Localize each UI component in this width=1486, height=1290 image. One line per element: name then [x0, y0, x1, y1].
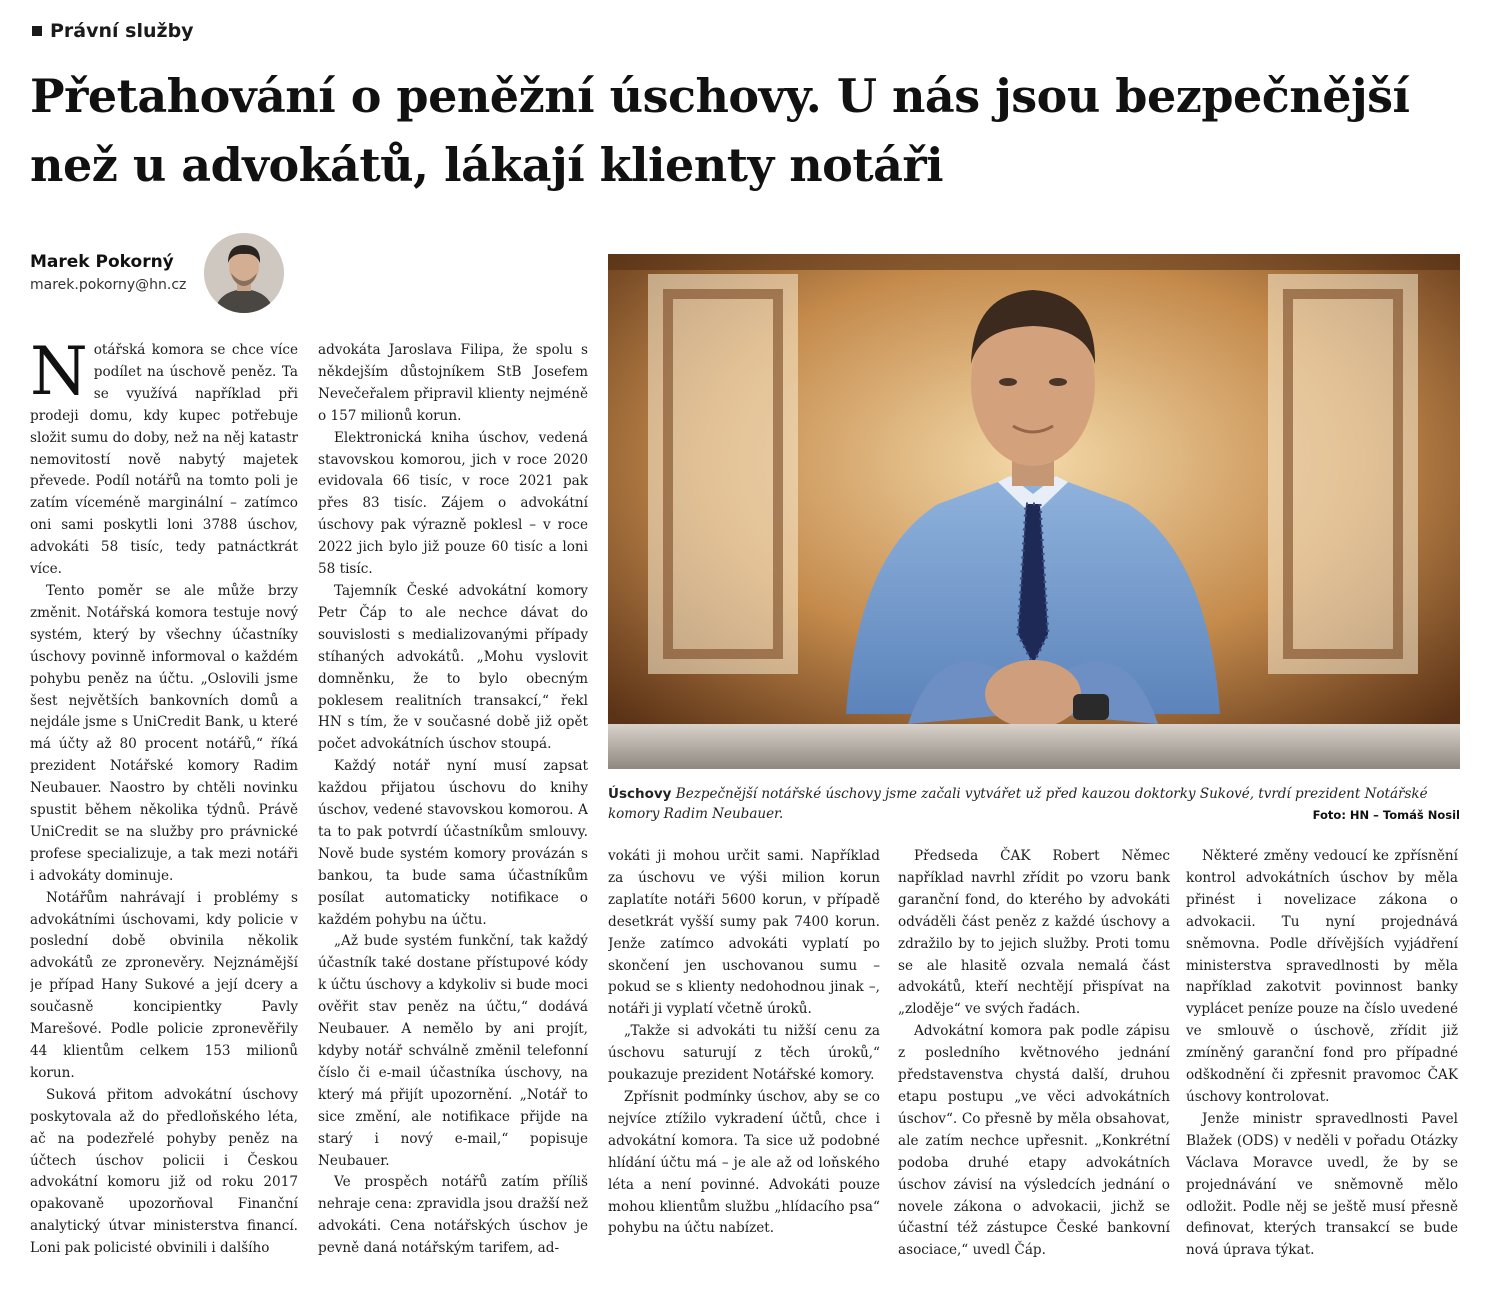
article-column-2	[318, 340, 588, 1280]
paragraph-text: otářská komora se chce více podílet na úschově peněz. Ta se využívá například při prodeji domu, kdy kupec potřebuje složit sumu do doby, než na něj katastr nemovitostí nově nabytý majetek převede. Podíl notářů na tomto poli je zatím víceméně marginální – zatímco oni sami poskytli loni 3788 úschov, advokáti 58 tisíc, tedy patnáctkrát více.	[30, 342, 298, 578]
article-photo	[608, 254, 1460, 769]
drop-cap: N	[30, 340, 88, 410]
article-paragraph: Zpřísnit podmínky úschov, aby se co nejvíce ztížilo vykradení účtů, chce i advokátní komora. Ta sice už podobné hlídání účtu má – je ale až od loňského léta a není povinné. Advokáti pouze mohou klientům službu „hlídacího psa“ pohybu na účtu nabízet.	[608, 1088, 880, 1237]
article-column-1	[30, 340, 298, 1280]
article-paragraph: Ve prospěch notářů zatím příliš nehraje cena: zpravidla jsou dražší než advokáti. Cena notářských úschov je pevně daná notářským tarifem, ad-	[318, 1174, 588, 1257]
article-paragraph: Tento poměr se ale může brzy změnit. Notářská komora testuje nový systém, který by všechny účastníky úschovy povinně informoval o každém pohybu peněz na účtu. „Oslovili jsme šest největších bankovních domů a nejdále jsme s UniCredit Bank, u které má účty až 80 procent notářů,“ říká prezident Notářské komory Radim Neubauer. Naostro by chtěli novinku spustit během několika týdnů. Právě UniCredit se na služby pro právnické profese specializuje, a tak mezi notáři i advokáty dominuje.	[30, 582, 298, 884]
article-paragraph: „Takže si advokáti tu nižší cenu za úschovu saturují z těch úroků,“ poukazuje prezident Notářské komory.	[608, 1023, 880, 1084]
section-rubric	[32, 20, 194, 42]
article-paragraph: Suková přitom advokátní úschovy poskytovala až do předloňského léta, ač na podezřelé pohyby peněz na účtech úschov policii i Českou advokátní komoru již od roku 2017 opakovaně upozorňoval Finanční analytický útvar ministerstva financí. Loni pak policisté obvinili i dalšího	[30, 1086, 298, 1257]
article-paragraph: Notářům nahrávají i problémy s advokátními úschovami, kdy policie v poslední době obvinila několik advokátů ze zpronevěry. Nejznámější je případ Hany Sukové a její dcery a současně koncipientky Pavly Marešové. Podle policie zpronevěřily 44 klientům celkem 153 milionů korun.	[30, 889, 298, 1081]
article-column-3	[608, 846, 880, 1276]
article-paragraph	[30, 340, 298, 581]
article-headline: Přetahování o peněžní úschovy. U nás jsou bezpečnější než u advokátů, lákají klienty notáři	[30, 69, 1410, 192]
article-paragraph: Každý notář nyní musí zapsat každou přijatou úschovu do knihy úschov, vedené stavovskou komorou. A ta to pak potvrdí účastníkům smlouvy. Nově bude systém komory provázán s bankou, ta bude sama účastníkům posílat automaticky notifikace o každém pohybu na účtu.	[318, 758, 588, 928]
article-paragraph: vokáti ji mohou určit sami. Například za úschovu ve výši milion korun zaplatíte notáři 5600 korun, v případě desetkrát vyšší sumy pak 7400 korun. Jenže zatímco advokáti vyplatí po skončení jen uschovanou sumu – pokud se s klienty nedohodnou jinak –, notáři ji vyplatí včetně úroků.	[608, 848, 880, 1018]
rubric-label: Právní služby	[50, 20, 194, 42]
photo-credit: Foto: HN – Tomáš Nosil	[1312, 808, 1460, 822]
article-paragraph: advokáta Jaroslava Filipa, že spolu s někdejším důstojníkem StB Josefem Nevečeřalem připravil klienty nejméně o 157 milionů korun.	[318, 342, 588, 424]
article-column-5	[1186, 846, 1458, 1276]
caption-text: Bezpečnější notářské úschovy jsme začali vytvářet už před kauzou doktorky Sukové, tvrdí prezident Notářské komory Radim Neubauer.	[608, 786, 1428, 822]
article-paragraph: Předseda ČAK Robert Němec například navrhl zřídit po vzoru bank garanční fond, do kterého by advokáti odváděli část peněz z každé úschovy a zdražilo by to jejich služby. Proti tomu se ale hlasitě ozvala nemalá část advokátů, kteří nechtějí přispívat na „zloděje“ ve svých řadách.	[898, 848, 1170, 1018]
rubric-square-icon	[32, 26, 42, 36]
article-paragraph: „Až bude systém funkční, tak každý účastník také dostane přístupové kódy k účtu úschovy a kdykoliv si bude moci ověřit stav peněz na účtu,“ dodává Neubauer. A nemělo by ani projít, kdyby notář schválně změnil telefonní číslo či e-mail účastníka úschovy, na který má přijít upozornění. „Notář to sice změní, ale notifikace přijde na starý i nový e-mail,“ popisuje Neubauer.	[318, 933, 588, 1169]
article-paragraph: Tajemník České advokátní komory Petr Čáp to ale nechce dávat do souvislosti s medializovanými případy stíhaných advokátů. „Mohu vyslovit domněnku, že to bylo obecným poklesem realitních transakcí,“ řekl HN s tím, že v současné době již opět počet advokátních úschov stoupá.	[318, 582, 588, 753]
article-paragraph: Advokátní komora pak podle zápisu z posledního květnového jednání představenstva chystá další, druhou etapu postupu „ve věci advokátních úschov“. Co přesně by měla obsahovat, ale zatím nechce upřesnit. „Konkrétní podoba druhé etapy advokátních úschov závisí na výsledcích jednání o novele zákona o advokacii, jichž se účastní též zástupce České bankovní asociace,“ uvedl Čáp.	[898, 1023, 1170, 1259]
article-paragraph: Jenže ministr spravedlnosti Pavel Blažek (ODS) v neděli v pořadu Otázky Václava Moravce uvedl, že by se projednávání ve sněmovně mělo odložit. Podle něj se ještě musí přesně definovat, kterých transakcí se bude nová úprava týkat.	[1186, 1110, 1458, 1259]
article-paragraph: Některé změny vedoucí ke zpřísnění kontrol advokátních úschov by měla přinést i novelizace zákona o advokacii. Tu nyní projednává sněmovna. Podle dřívějších vyjádření ministerstva spravedlnosti by měla například zakotvit povinnost banky vyplácet peníze pouze na číslo uvedené ve smlouvě o úschově, zřídit již zmíněný garanční fond pro případné odškodnění či zpřesnit pravomoc ČAK úschovy kontrolovat.	[1186, 848, 1458, 1105]
author-email[interactable]: marek.pokorny@hn.cz	[30, 277, 187, 293]
author-avatar	[204, 233, 284, 313]
author-name: Marek Pokorný	[30, 252, 174, 272]
author-portrait-icon	[204, 233, 284, 313]
caption-label: Úschovy	[608, 786, 672, 802]
article-paragraph: Elektronická kniha úschov, vedená stavovskou komorou, jich v roce 2020 evidovala 66 tisíc, v roce 2021 pak přes 83 tisíc. Zájem o advokátní úschovy pak výrazně poklesl – v roce 2022 jich bylo již pouze 60 tisíc a loni 58 tisíc.	[318, 429, 588, 578]
portrait-photo-illustration	[608, 254, 1460, 769]
article-column-4	[898, 846, 1170, 1276]
